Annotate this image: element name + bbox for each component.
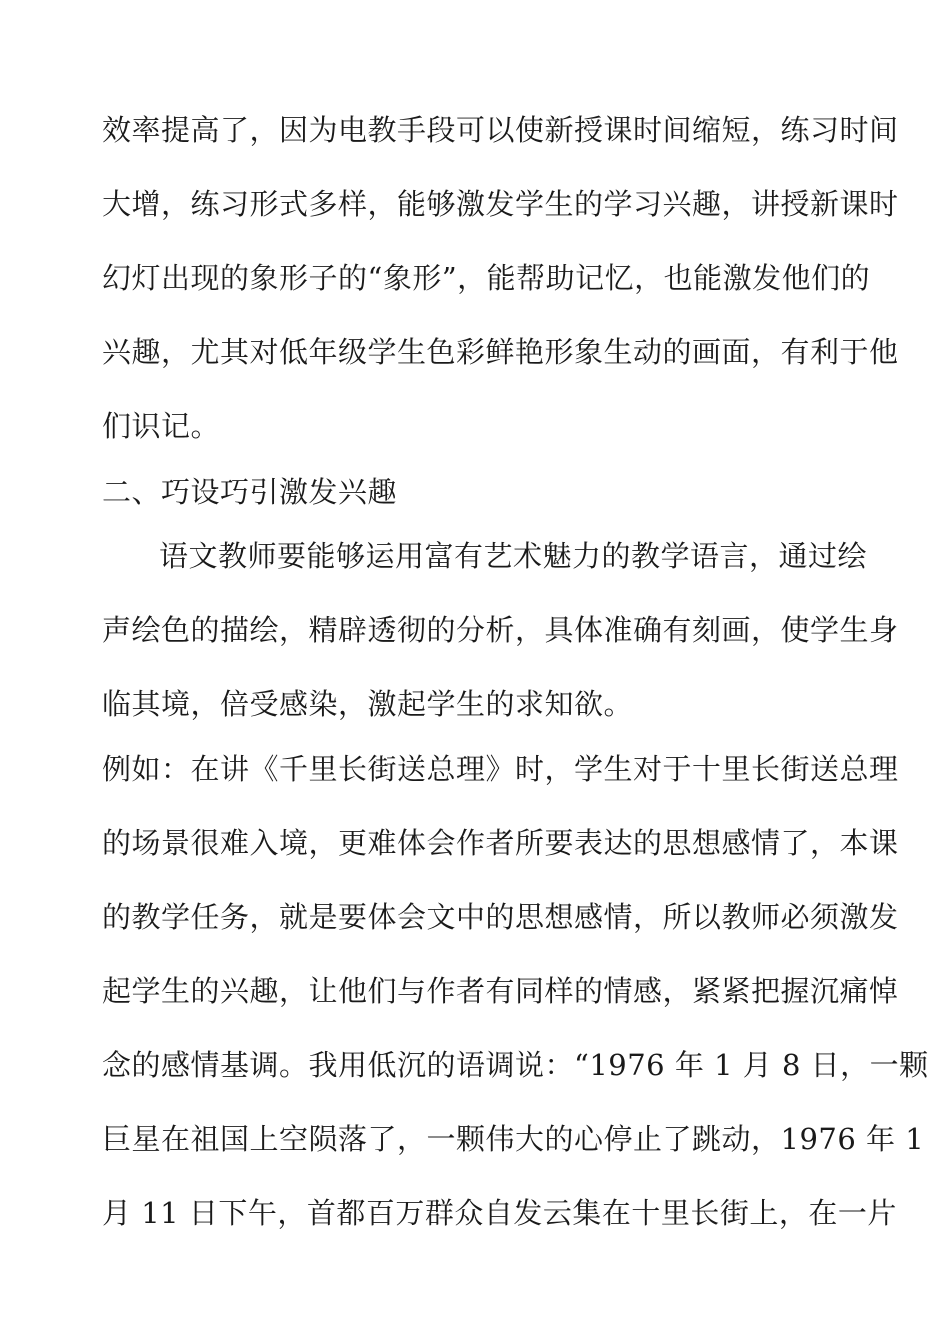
paragraph-line: 念的感情基调。我用低沉的语调说：“1976 年 1 月 8 日，一颗 [102, 1048, 929, 1082]
paragraph-line: 巨星在祖国上空陨落了，一颗伟大的心停止了跳动，1976 年 1 [102, 1122, 925, 1156]
paragraph-line: 的场景很难入境，更难体会作者所要表达的思想感情了，本课 [102, 826, 899, 860]
paragraph-line: 月 11 日下午，首都百万群众自发云集在十里长街上，在一片 [102, 1196, 897, 1230]
paragraph-line: 声绘色的描绘，精辟透彻的分析，具体准确有刻画，使学生身 [102, 613, 899, 647]
paragraph-line: 语文教师要能够运用富有艺术魅力的教学语言，通过绘 [159, 539, 868, 573]
paragraph-line: 的教学任务，就是要体会文中的思想感情，所以教师必须激发 [102, 900, 899, 934]
paragraph-line: 们识记。 [102, 409, 221, 443]
paragraph-line: 幻灯出现的象形子的“象形”，能帮助记忆，也能激发他们的 [102, 261, 871, 295]
paragraph-line: 例如：在讲《千里长街送总理》时，学生对于十里长街送总理 [102, 752, 899, 786]
paragraph-line: 兴趣，尤其对低年级学生色彩鲜艳形象生动的画面，有利于他 [102, 335, 899, 369]
paragraph-line: 临其境，倍受感染，激起学生的求知欲。 [102, 687, 634, 721]
paragraph-line: 效率提高了，因为电教手段可以使新授课时间缩短，练习时间 [102, 113, 899, 147]
paragraph-line: 起学生的兴趣，让他们与作者有同样的情感，紧紧把握沉痛悼 [102, 974, 899, 1008]
paragraph-line: 大增，练习形式多样，能够激发学生的学习兴趣，讲授新课时 [102, 187, 899, 221]
section-heading: 二、巧设巧引激发兴趣 [102, 475, 398, 509]
